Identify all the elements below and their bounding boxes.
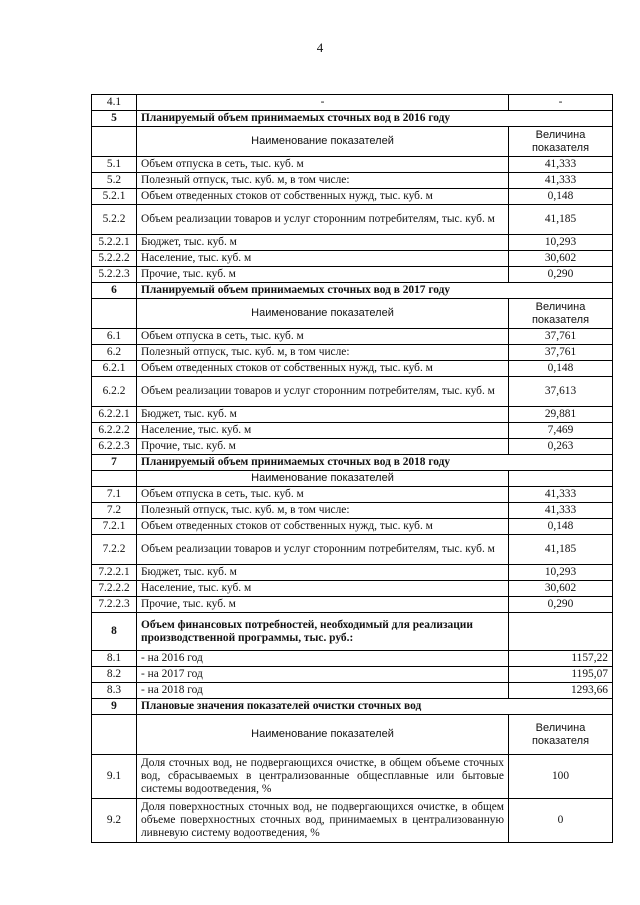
row-value: 0 xyxy=(509,799,613,843)
section-number: 6 xyxy=(92,283,137,299)
header-value-label xyxy=(509,471,613,487)
row-number: 5.2.2 xyxy=(92,205,137,235)
row-value: 1157,22 xyxy=(509,651,613,667)
header-name-label: Наименование показателей xyxy=(137,715,509,755)
row-number: 6.2.2 xyxy=(92,377,137,407)
row-number: 7.2.2.1 xyxy=(92,565,137,581)
row-number: 7.2.2.3 xyxy=(92,597,137,613)
header-value-label: Величина показателя xyxy=(509,715,613,755)
section-row xyxy=(92,455,613,471)
row-number: 5.2.2.2 xyxy=(92,251,137,267)
row-name: Объем отведенных стоков от собственных нужд, тыс. куб. м xyxy=(137,189,509,205)
row-name: Прочие, тыс. куб. м xyxy=(137,597,509,613)
data-row xyxy=(92,189,613,205)
row-number: 7.2.2 xyxy=(92,535,137,565)
data-row xyxy=(92,667,613,683)
row-name: - на 2018 год xyxy=(137,683,509,699)
section-row xyxy=(92,283,613,299)
row-name: Прочие, тыс. куб. м xyxy=(137,267,509,283)
row-value: 1293,66 xyxy=(509,683,613,699)
data-row xyxy=(92,535,613,565)
data-row xyxy=(92,597,613,613)
row-name: Доля сточных вод, не подвергающихся очистке, в общем объеме сточных вод, сбрасываемых в централизованные общесплавные или бытовые системы водоотведения, % xyxy=(137,755,509,799)
row-name: Бюджет, тыс. куб. м xyxy=(137,565,509,581)
data-row xyxy=(92,407,613,423)
row-name: Полезный отпуск, тыс. куб. м, в том числе: xyxy=(137,345,509,361)
row-number: 5.2.1 xyxy=(92,189,137,205)
data-row xyxy=(92,423,613,439)
data-row xyxy=(92,329,613,345)
data-row xyxy=(92,157,613,173)
row-value: - xyxy=(509,95,613,111)
row-value: 0,263 xyxy=(509,439,613,455)
data-row xyxy=(92,487,613,503)
row-value: 41,333 xyxy=(509,487,613,503)
row-name: Объем реализации товаров и услуг сторонним потребителям, тыс. куб. м xyxy=(137,535,509,565)
row-name: Прочие, тыс. куб. м xyxy=(137,439,509,455)
row-number: 7.2.2.2 xyxy=(92,581,137,597)
data-row xyxy=(92,377,613,407)
section-title: Планируемый объем принимаемых сточных вод в 2017 году xyxy=(137,283,613,299)
row-value: 0,148 xyxy=(509,361,613,377)
row-value: 41,333 xyxy=(509,157,613,173)
row-number: 6.2.1 xyxy=(92,361,137,377)
row-number: 4.1 xyxy=(92,95,137,111)
row-number: 7.2.1 xyxy=(92,519,137,535)
row-name: - на 2016 год xyxy=(137,651,509,667)
row-number: 8.2 xyxy=(92,667,137,683)
row-number: 6.2.2.2 xyxy=(92,423,137,439)
section-row xyxy=(92,111,613,127)
row-number: 7.2 xyxy=(92,503,137,519)
row-name: Полезный отпуск, тыс. куб. м, в том числе: xyxy=(137,173,509,189)
data-row xyxy=(92,345,613,361)
row-name: Объем отпуска в сеть, тыс. куб. м xyxy=(137,487,509,503)
row-name: Доля поверхностных сточных вод, не подвергающихся очистке, в общем объеме поверхностных сточных вод, принимаемых в централизованную ливневую систему водоотведения, % xyxy=(137,799,509,843)
data-row xyxy=(92,683,613,699)
row-value: 30,602 xyxy=(509,581,613,597)
row-value: 0,290 xyxy=(509,597,613,613)
row-number: 6.2.2.1 xyxy=(92,407,137,423)
row-number: 7.1 xyxy=(92,487,137,503)
row-number: 9.1 xyxy=(92,755,137,799)
row-value: 41,333 xyxy=(509,173,613,189)
header-row xyxy=(92,471,613,487)
row-number: 5.2.2.3 xyxy=(92,267,137,283)
row-value: 0,290 xyxy=(509,267,613,283)
data-row xyxy=(92,205,613,235)
row-value: 37,761 xyxy=(509,345,613,361)
section-row xyxy=(92,699,613,715)
row-value: 100 xyxy=(509,755,613,799)
section-title: Плановые значения показателей очистки сточных вод xyxy=(137,699,613,715)
row-number: 6.2.2.3 xyxy=(92,439,137,455)
row-value: 0,148 xyxy=(509,519,613,535)
row-name: Объем отпуска в сеть, тыс. куб. м xyxy=(137,329,509,345)
row-number: 8.3 xyxy=(92,683,137,699)
data-row xyxy=(92,581,613,597)
row-value: 41,185 xyxy=(509,205,613,235)
section-title: Планируемый объем принимаемых сточных вод в 2018 году xyxy=(137,455,613,471)
row-number: 5.2 xyxy=(92,173,137,189)
row-name: Бюджет, тыс. куб. м xyxy=(137,235,509,251)
data-row xyxy=(92,439,613,455)
header-name-label: Наименование показателей xyxy=(137,299,509,329)
row-number: 5.2.2.1 xyxy=(92,235,137,251)
section-value xyxy=(509,613,613,651)
section-title: Планируемый объем принимаемых сточных вод в 2016 году xyxy=(137,111,613,127)
row-name: Бюджет, тыс. куб. м xyxy=(137,407,509,423)
indicators-table xyxy=(91,94,613,843)
row-value: 10,293 xyxy=(509,235,613,251)
row-value: 41,333 xyxy=(509,503,613,519)
data-row xyxy=(92,361,613,377)
row-number: 5.1 xyxy=(92,157,137,173)
row-value: 37,761 xyxy=(509,329,613,345)
row-name: Объем реализации товаров и услуг сторонним потребителям, тыс. куб. м xyxy=(137,205,509,235)
row-name: Полезный отпуск, тыс. куб. м, в том числе: xyxy=(137,503,509,519)
header-number-cell xyxy=(92,127,137,157)
header-value-label: Величина показателя xyxy=(509,127,613,157)
data-row xyxy=(92,799,613,843)
row-value: 29,881 xyxy=(509,407,613,423)
row-value: 7,469 xyxy=(509,423,613,439)
data-row xyxy=(92,651,613,667)
section-row xyxy=(92,613,613,651)
data-row xyxy=(92,503,613,519)
row-name: Объем отведенных стоков от собственных нужд, тыс. куб. м xyxy=(137,361,509,377)
row-name: Население, тыс. куб. м xyxy=(137,581,509,597)
data-row xyxy=(92,95,613,111)
data-row xyxy=(92,565,613,581)
indicators-table-body xyxy=(92,95,613,843)
row-name: Население, тыс. куб. м xyxy=(137,251,509,267)
row-value: 41,185 xyxy=(509,535,613,565)
header-number-cell xyxy=(92,471,137,487)
data-row xyxy=(92,235,613,251)
row-number: 8.1 xyxy=(92,651,137,667)
section-title: Объем финансовых потребностей, необходимый для реализации производственной программы, тыс. руб.: xyxy=(137,613,509,651)
header-number-cell xyxy=(92,715,137,755)
row-value: 30,602 xyxy=(509,251,613,267)
row-number: 6.2 xyxy=(92,345,137,361)
section-number: 9 xyxy=(92,699,137,715)
header-row xyxy=(92,715,613,755)
row-name: Объем реализации товаров и услуг сторонним потребителям, тыс. куб. м xyxy=(137,377,509,407)
data-row xyxy=(92,267,613,283)
section-number: 8 xyxy=(92,613,137,651)
row-value: 37,613 xyxy=(509,377,613,407)
header-name-label: Наименование показателей xyxy=(137,471,509,487)
data-row xyxy=(92,755,613,799)
data-row xyxy=(92,251,613,267)
row-number: 9.2 xyxy=(92,799,137,843)
row-name: Население, тыс. куб. м xyxy=(137,423,509,439)
header-name-label: Наименование показателей xyxy=(137,127,509,157)
section-number: 7 xyxy=(92,455,137,471)
row-value: 1195,07 xyxy=(509,667,613,683)
data-row xyxy=(92,519,613,535)
data-row xyxy=(92,173,613,189)
row-name: Объем отведенных стоков от собственных нужд, тыс. куб. м xyxy=(137,519,509,535)
header-value-label: Величина показателя xyxy=(509,299,613,329)
row-name: Объем отпуска в сеть, тыс. куб. м xyxy=(137,157,509,173)
section-number: 5 xyxy=(92,111,137,127)
header-row xyxy=(92,127,613,157)
row-name: - xyxy=(137,95,509,111)
row-value: 10,293 xyxy=(509,565,613,581)
row-number: 6.1 xyxy=(92,329,137,345)
page-number: 4 xyxy=(316,40,324,55)
row-value: 0,148 xyxy=(509,189,613,205)
row-name: - на 2017 год xyxy=(137,667,509,683)
header-row xyxy=(92,299,613,329)
header-number-cell xyxy=(92,299,137,329)
